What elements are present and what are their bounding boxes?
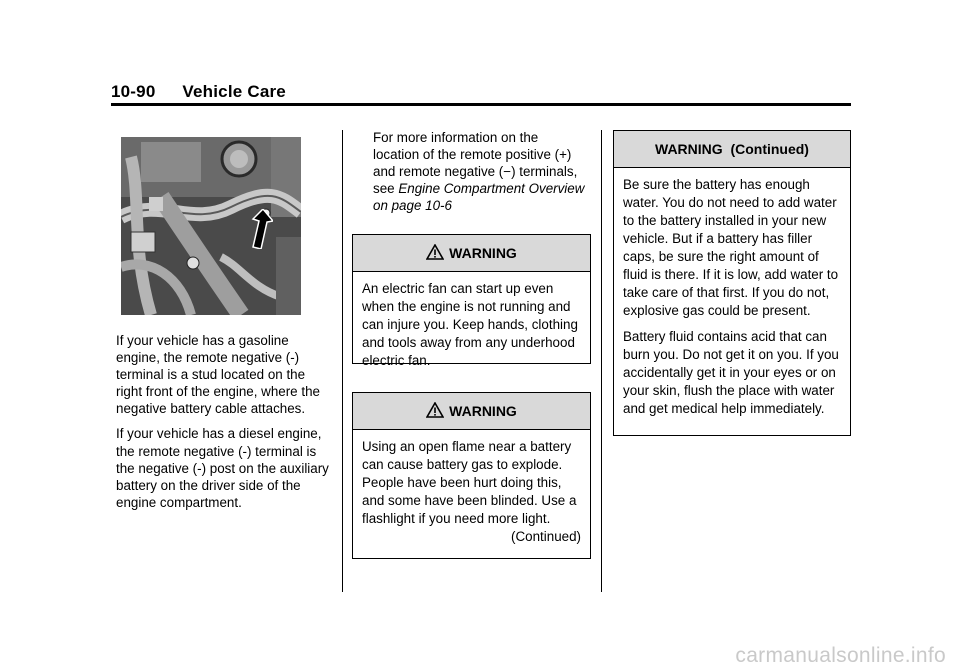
warning-header xyxy=(353,393,590,430)
gasoline-paragraph: If your vehicle has a gasoline engine, the remote negative (-) terminal is a stud located on the right front of the engine, where the negative battery cable attaches. xyxy=(116,333,320,417)
warning-box-continued xyxy=(613,130,851,436)
intro-reference-link[interactable]: Engine Compartment Overview on page 10-6 xyxy=(373,181,585,214)
header-rule xyxy=(111,103,851,106)
warning-header xyxy=(614,131,850,168)
column-divider xyxy=(601,130,602,592)
warning-triangle-icon xyxy=(426,244,444,260)
warning-box-fan xyxy=(352,234,591,368)
middle-intro xyxy=(373,129,585,214)
continued-label: (Continued) xyxy=(511,529,581,544)
arrow-icon xyxy=(249,209,273,249)
engine-photo xyxy=(121,137,301,315)
column-divider xyxy=(342,130,343,592)
section-title: Vehicle Care xyxy=(182,82,286,101)
warning-title: WARNING xyxy=(449,245,517,261)
warning-header xyxy=(353,235,590,272)
warning-box-flame xyxy=(352,392,591,559)
engine-illustration xyxy=(121,137,301,315)
warning-text: Be sure the battery has enough water. You do not need to add water to the battery installed in your new vehicle. But if a battery has filler caps, be sure the right amount of fluid is there. If it is low, add water to take care of that first. If you do not, explosive gas could be present. xyxy=(623,177,839,318)
warning-title: WARNING xyxy=(449,403,517,419)
warning-title: WARNING (Continued) xyxy=(655,141,809,157)
warning-text: Battery fluid contains acid that can burn you. Do not get it on you. If you accidentally get it in your eyes or on your skin, flush the place with water and get medical help immediately. xyxy=(623,329,839,416)
page-number: 10-90 xyxy=(111,82,156,101)
warning-triangle-icon xyxy=(426,402,444,418)
intro-text: For more information on the location of the remote positive (+) and remote negative (−) terminals, see xyxy=(373,130,578,197)
left-column xyxy=(116,332,330,519)
page-header xyxy=(111,82,286,102)
warning-text: An electric fan can start up even when the engine is not running and can injure you. Keep hands, clothing and tools away from any underhood electric fan. xyxy=(362,281,578,368)
warning-text: Using an open flame near a battery can cause battery gas to explode. People have been hurt doing this, and some have been blinded. Use a flashlight if you need more light. xyxy=(362,439,577,526)
diesel-paragraph: If your vehicle has a diesel engine, the remote negative (-) terminal is the negative (-) post on the auxiliary battery on the driver side of the engine compartment. xyxy=(116,426,329,510)
watermark: carmanualsonline.info xyxy=(735,644,946,667)
